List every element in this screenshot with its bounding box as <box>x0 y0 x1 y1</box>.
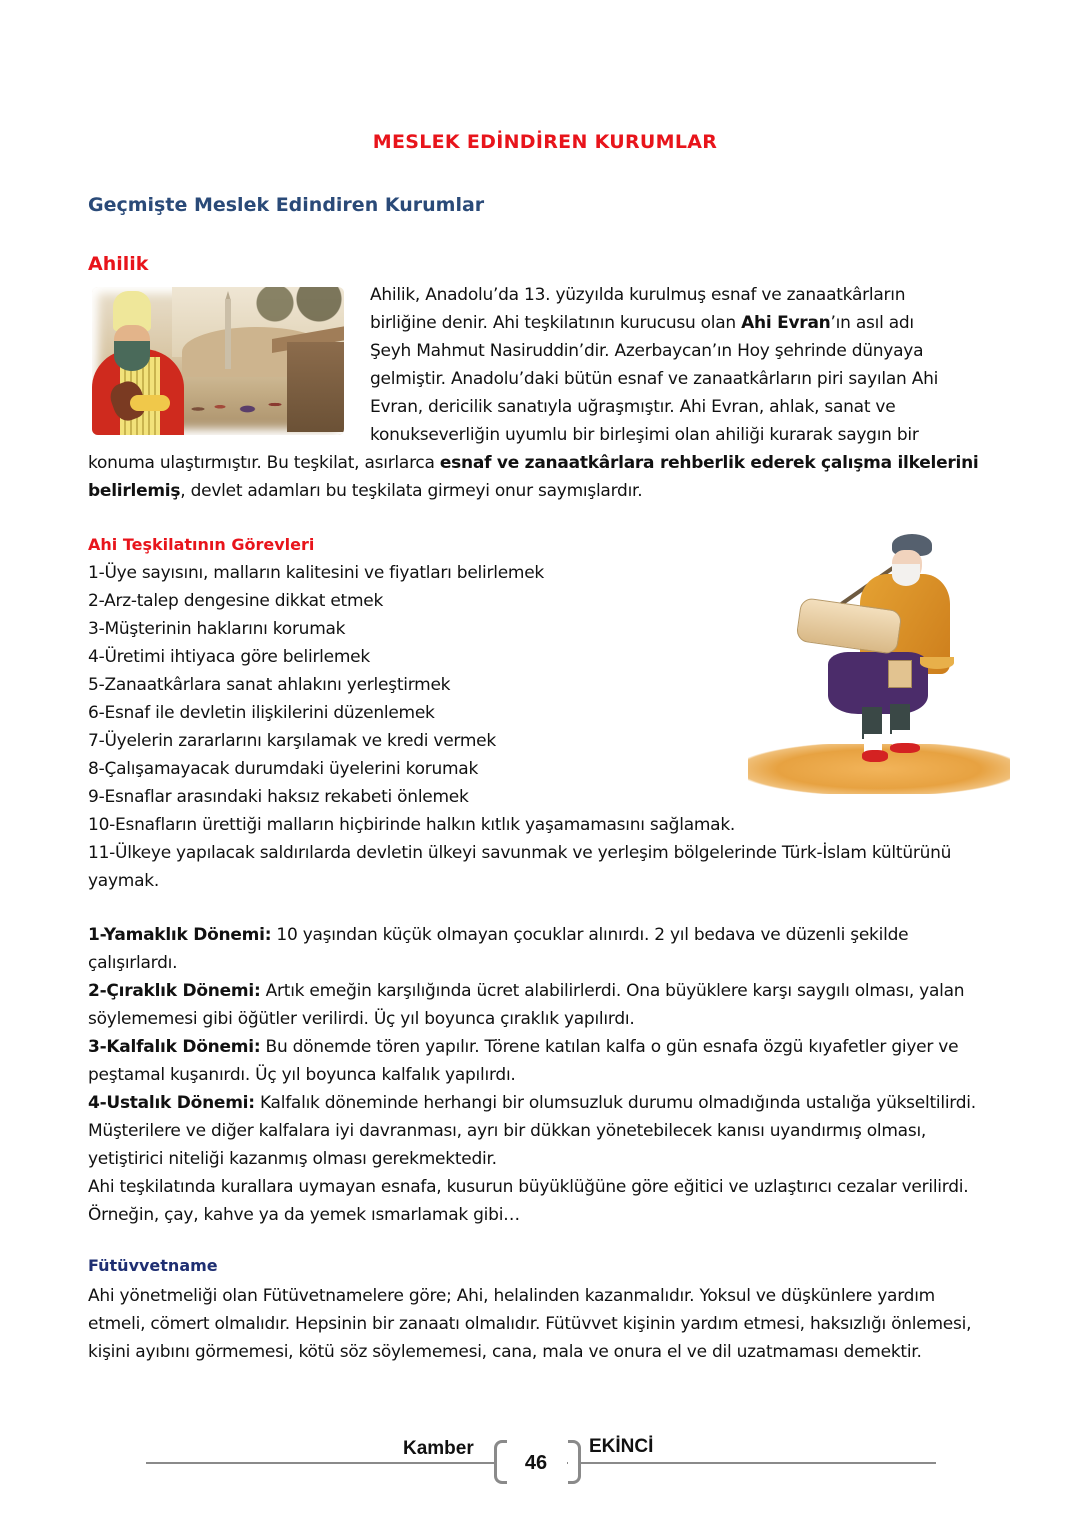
duty-item: 1-Üye sayısını, malların kalitesini ve fiyatları belirlemek <box>88 563 545 583</box>
duty-item: 11-Ülkeye yapılacak saldırılarda devletin ülkeyi savunmak ve yerleşim bölgelerinde Türk-İslam kültürünü yaymak. <box>88 843 952 891</box>
period-label: 4-Ustalık Dönemi: <box>88 1093 255 1113</box>
duty-item: 9-Esnaflar arasındaki haksız rekabeti önlemek <box>88 787 469 807</box>
duty-item: 7-Üyelerin zararlarını karşılamak ve kredi vermek <box>88 731 496 751</box>
period-ustalik: 4-Ustalık Dönemi: Kalfalık döneminde herhangi bir olumsuzluk durumu olmadığında ustalığa yükseltilirdi. Müşterilere ve diğer kalfalara iyi davranması, ayrı bir dükkan yönetebilecek kanısı uyandırmış olması, yetiştirici niteliği kazanmış olması gerekmektedir. <box>88 1093 976 1169</box>
period-ciraklik: 2-Çıraklık Dönemi: Artık emeğin karşılığında ücret alabilirlerdi. Ona büyüklere karşı saygılı olması, yalan söylememesi gibi öğütler verilirdi. Üç yıl boyunca çıraklık yapılırdı. <box>88 981 965 1029</box>
ahilik-intro <box>370 281 1020 449</box>
footer-author-last: EKİNCİ <box>589 1436 654 1457</box>
ahi-evran-name: Ahi Evran <box>741 313 831 333</box>
duty-item: 6-Esnaf ile devletin ilişkilerini düzenlemek <box>88 703 435 723</box>
duty-item: 4-Üretimi ihtiyaca göre belirlemek <box>88 647 370 667</box>
intro-line: Ahilik, Anadolu’da 13. yüzyılda kurulmuş esnaf ve zanaatkârların <box>370 285 906 305</box>
duty-item: 5-Zanaatkârlara sanat ahlakını yerleştirmek <box>88 675 451 695</box>
apprenticeship-periods <box>88 921 988 1229</box>
duties-list <box>88 559 1018 895</box>
period-label: 3-Kalfalık Dönemi: <box>88 1037 261 1057</box>
section-title: Geçmişte Meslek Edindiren Kurumlar <box>88 194 485 216</box>
futuvvetname-heading: Fütüvvetname <box>88 1256 218 1275</box>
penalty-paragraph: Ahi teşkilatında kurallara uymayan esnafa, kusurun büyüklüğüne göre eğitici ve uzlaştırıcı cezalar verilirdi. Örneğin, çay, kahve ya da yemek ısmarlamak gibi… <box>88 1177 969 1225</box>
period-yamaklik: 1-Yamaklık Dönemi: 10 yaşından küçük olmayan çocuklar alınırdı. 2 yıl bedava ve düzenli şekilde çalışırlardı. <box>88 925 909 973</box>
futuvvetname-body: Ahi yönetmeliği olan Fütüvetnamelere göre; Ahi, helalinden kazanmalıdır. Yoksul ve düşkünlere yardım etmeli, cömert olmalıdır. Hepsinin bir zanaatı olmalıdır. Fütüvvet kişinin yardım etmesi, haksızlığı önlemesi, kişini ayıbını görmemesi, kötü söz söylememesi, cana, mala ve onura el ve dil uzatmaması demektir. <box>88 1286 972 1362</box>
ahi-evran-image <box>92 287 344 435</box>
page-number: 46 <box>524 1452 548 1474</box>
intro-line: konukseverliğin uyumlu bir birleşimi olan ahiliği kurarak saygın bir <box>370 425 919 445</box>
duties-heading: Ahi Teşkilatının Görevleri <box>88 535 315 554</box>
period-kalfalik: 3-Kalfalık Dönemi: Bu dönemde tören yapılır. Törene katılan kalfa o gün esnafa özgü kıyafetler giyer ve peştamal kuşanırdı. Üç yıl boyunca kalfalık yapılırdı. <box>88 1037 959 1085</box>
period-label: 2-Çıraklık Dönemi: <box>88 981 261 1001</box>
ahilik-heading: Ahilik <box>88 253 149 275</box>
page-title: MESLEK EDİNDİREN KURUMLAR <box>372 131 718 153</box>
ahilik-intro-continued: konuma ulaştırmıştır. Bu teşkilat, asırlarca esnaf ve zanaatkârlara rehberlik ederek çalışma ilkelerini belirlemiş, devlet adamları bu teşkilata girmeyi onur saymışlardır. <box>88 453 979 501</box>
duty-item: 8-Çalışamayacak durumdaki üyelerini korumak <box>88 759 479 779</box>
duty-item: 2-Arz-talep dengesine dikkat etmek <box>88 591 384 611</box>
duty-item: 3-Müşterinin haklarını korumak <box>88 619 346 639</box>
period-label: 1-Yamaklık Dönemi: <box>88 925 272 945</box>
intro-line: gelmiştir. Anadolu’daki bütün esnaf ve zanaatkârların piri sayılan Ahi <box>370 369 939 389</box>
footer-author-first: Kamber <box>403 1438 474 1459</box>
right-bracket-icon <box>568 1440 581 1484</box>
intro-line: birliğine denir. Ahi teşkilatının kurucusu olan Ahi Evran’ın asıl adı <box>370 313 914 333</box>
duty-item: 10-Esnafların ürettiği malların hiçbirinde halkın kıtlık yaşamamasını sağlamak. <box>88 815 736 835</box>
intro-line: Şeyh Mahmut Nasiruddin’dir. Azerbaycan’ın Hoy şehrinde dünyaya <box>370 341 924 361</box>
intro-line: Evran, dericilik sanatıyla uğraşmıştır. Ahi Evran, ahlak, sanat ve <box>370 397 896 417</box>
emphasis-text: esnaf ve zanaatkârlara rehberlik ederek çalışma ilkelerini belirlemiş <box>88 453 979 501</box>
